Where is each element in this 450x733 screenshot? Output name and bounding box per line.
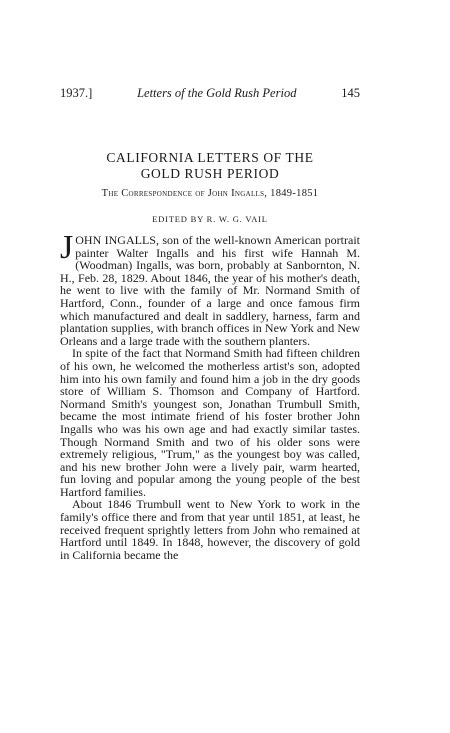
- running-head: [60, 86, 360, 100]
- article-title-line-2: GOLD RUSH PERIOD: [140, 166, 280, 181]
- article-title-line-1: CALIFORNIA LETTERS OF THE: [106, 150, 314, 165]
- article-body: [60, 229, 360, 562]
- article-subtitle: The Correspondence of John Ingalls, 1849-1851: [101, 188, 319, 199]
- editor-credit: EDITED BY R. W. G. VAIL: [152, 214, 268, 224]
- paragraph-2: In spite of the fact that Normand Smith had fifteen children of his own, he welcomed the motherless artist's son, adopted him into his own family and found him a job in the dry goods store of William S. Thomson and Company of Hartford. Normand Smith's youngest son, Jonathan Trumbull Smith, became the most intimate friend of his foster brother John Ingalls who was his own age and had exactly similar tastes. Though Normand Smith and two of his older sons were extremely religious, "Trum," as the youngest boy was called, and his new brother John were a lively pair, warm hearted, fun loving and popular among the young people of the best Hartford families.: [60, 346, 360, 499]
- paragraph-1: [60, 229, 360, 348]
- page-number: 145: [341, 86, 360, 100]
- opening-words: OHN INGALLS,: [75, 233, 159, 247]
- drop-cap: J: [60, 229, 74, 266]
- document-page: [60, 86, 360, 561]
- running-head-title: Letters of the Gold Rush Period: [137, 86, 297, 100]
- paragraph-1-text: son of the well-known American portrait painter Walter Ingalls and his first wife Hannah M. (Woodman) Ingalls, was born, probably at Sanbornton, N. H., Feb. 28, 1829. About 1846, the year of his mother's death, he went to live with the family of Mr. Normand Smith of Hartford, Conn., founder of a large and once famous firm which manufactured and dealt in saddlery, harness, farm and plantation supplies, with branch offices in New York and New Orleans and a large trade with the southern planters.: [60, 233, 360, 348]
- article-title: [60, 150, 360, 182]
- paragraph-3: About 1846 Trumbull went to New York to work in the family's office there and from that year until 1851, at least, he received frequent sprightly letters from John who remained at Hartford until 1849. In 1848, however, the discovery of gold in California became the: [60, 497, 360, 562]
- running-head-year: 1937.]: [60, 86, 93, 100]
